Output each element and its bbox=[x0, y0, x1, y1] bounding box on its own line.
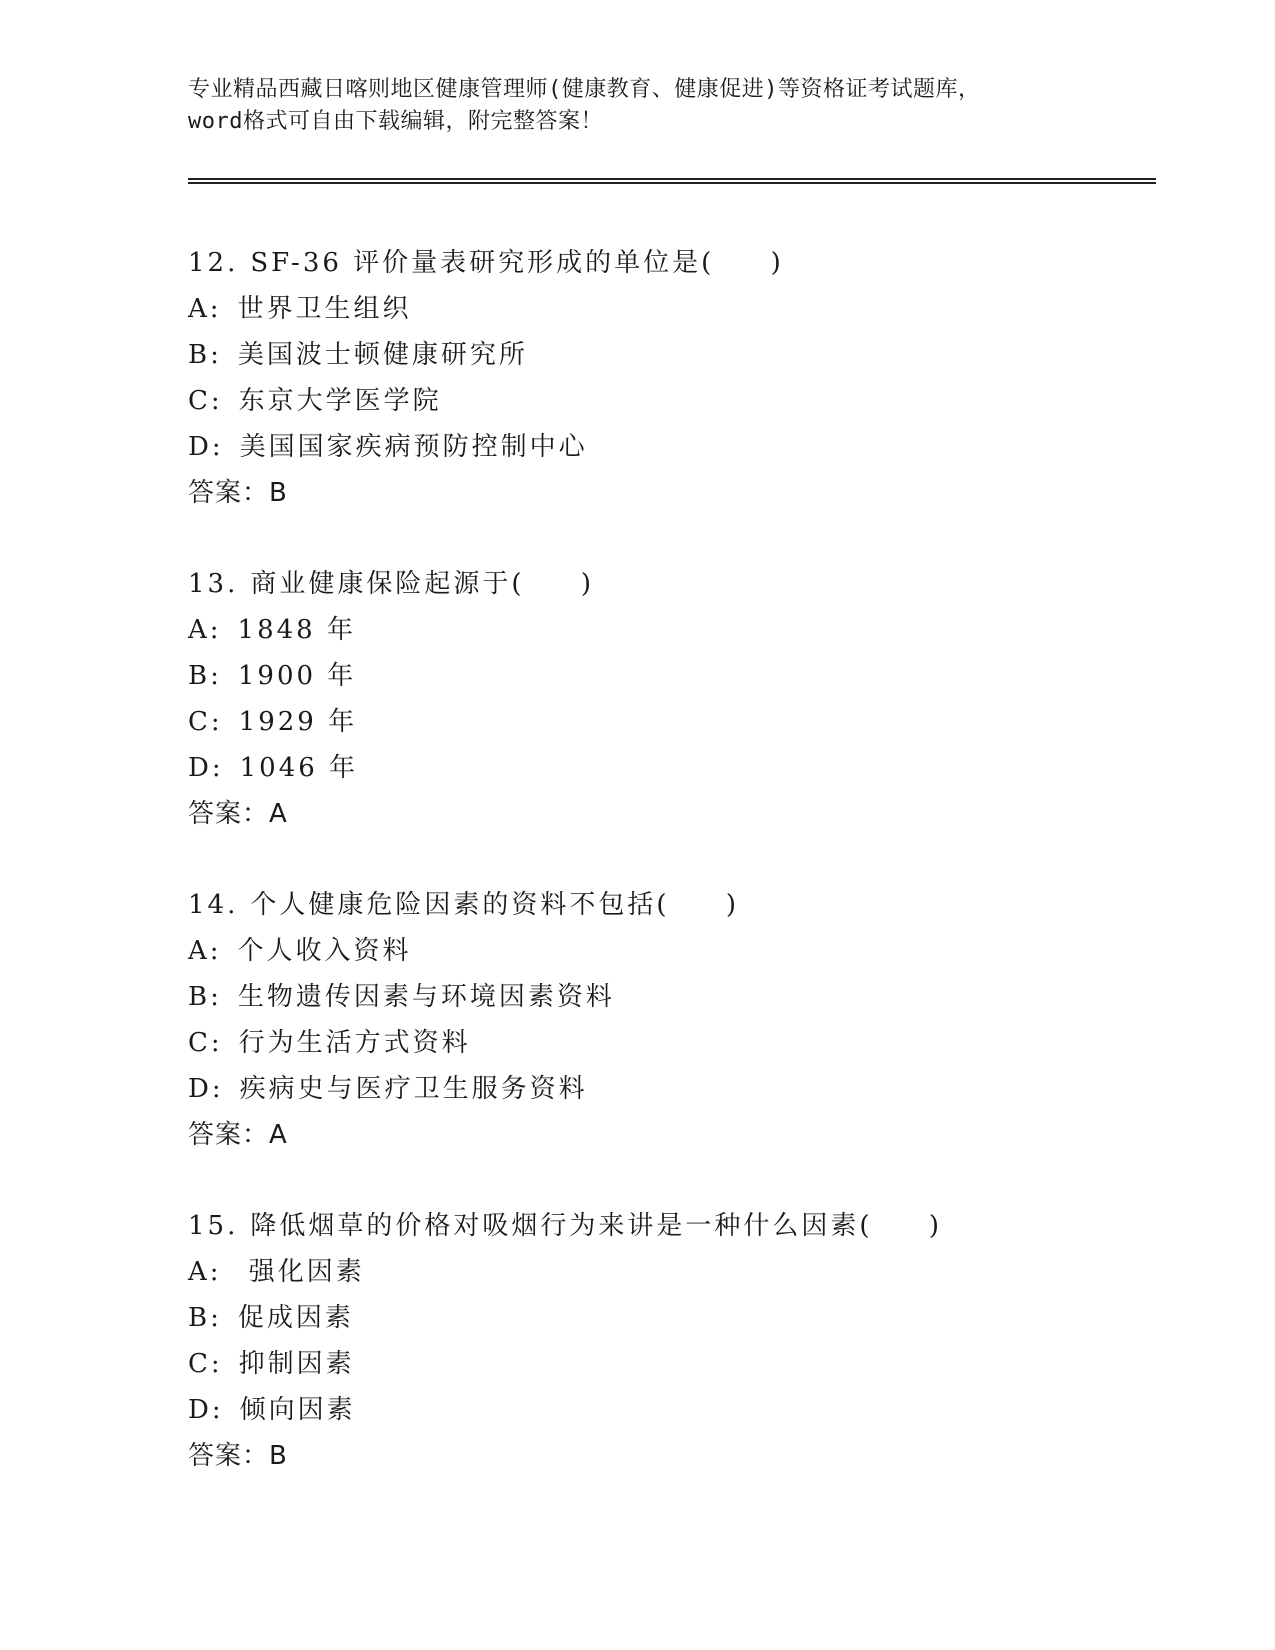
option-b bbox=[188, 332, 1148, 378]
option-text: 抑制因素 bbox=[238, 1349, 355, 1379]
option-d bbox=[188, 1066, 1148, 1112]
option-label: C: bbox=[188, 1028, 223, 1058]
option-b bbox=[188, 1295, 1148, 1341]
option-text: 世界卫生组织 bbox=[237, 294, 412, 324]
option-text: 疾病史与医疗卫生服务资料 bbox=[239, 1074, 588, 1104]
question-15 bbox=[188, 1203, 1148, 1479]
option-label: C: bbox=[188, 1349, 223, 1379]
question-text: 个人健康危险因素的资料不包括( ) bbox=[250, 890, 739, 920]
option-label: A: bbox=[188, 936, 222, 966]
option-c bbox=[188, 1020, 1148, 1066]
header-line-1: 专业精品西藏日喀则地区健康管理师(健康教育、健康促进)等资格证考试题库， bbox=[188, 77, 981, 102]
option-c bbox=[188, 699, 1148, 745]
option-c bbox=[188, 378, 1148, 424]
option-b bbox=[188, 653, 1148, 699]
option-label: D: bbox=[188, 1074, 224, 1104]
question-12 bbox=[188, 240, 1148, 516]
document-header bbox=[188, 74, 1088, 138]
double-rule-divider bbox=[188, 178, 1156, 184]
question-14 bbox=[188, 882, 1148, 1158]
option-label: A: bbox=[188, 615, 222, 645]
option-text: 1929 年 bbox=[238, 707, 358, 737]
answer-line: 答案：B bbox=[188, 478, 288, 508]
option-label: C: bbox=[188, 386, 223, 416]
option-text: 1046 年 bbox=[239, 753, 359, 783]
question-stem bbox=[188, 1203, 1148, 1249]
option-d bbox=[188, 1387, 1148, 1433]
option-text: 强化因素 bbox=[237, 1257, 365, 1287]
answer-line: 答案：B bbox=[188, 1441, 288, 1471]
question-stem bbox=[188, 882, 1148, 928]
option-label: A: bbox=[188, 1257, 222, 1287]
option-d bbox=[188, 745, 1148, 791]
option-label: D: bbox=[188, 1395, 224, 1425]
question-stem bbox=[188, 240, 1148, 286]
option-c bbox=[188, 1341, 1148, 1387]
option-text: 倾向因素 bbox=[239, 1395, 356, 1425]
header-line-2: word格式可自由下载编辑，附完整答案！ bbox=[188, 109, 603, 134]
question-13 bbox=[188, 561, 1148, 837]
option-a bbox=[188, 607, 1148, 653]
option-text: 促成因素 bbox=[237, 1303, 354, 1333]
question-number: 12. bbox=[188, 248, 239, 278]
question-number: 14. bbox=[188, 890, 239, 920]
question-number: 13. bbox=[188, 569, 239, 599]
option-text: 生物遗传因素与环境因素资料 bbox=[237, 982, 615, 1012]
option-text: 个人收入资料 bbox=[237, 936, 412, 966]
option-text: 美国国家疾病预防控制中心 bbox=[239, 432, 588, 462]
option-a bbox=[188, 928, 1148, 974]
option-text: 行为生活方式资料 bbox=[238, 1028, 471, 1058]
option-text: 1848 年 bbox=[237, 615, 356, 645]
option-label: B: bbox=[188, 982, 222, 1012]
question-text: SF-36 评价量表研究形成的单位是( ) bbox=[250, 248, 784, 278]
answer-line: 答案：A bbox=[188, 799, 288, 829]
option-a bbox=[188, 1249, 1148, 1295]
option-label: C: bbox=[188, 707, 223, 737]
option-label: A: bbox=[188, 294, 222, 324]
answer-line: 答案：A bbox=[188, 1120, 288, 1150]
option-label: B: bbox=[188, 1303, 222, 1333]
option-a bbox=[188, 286, 1148, 332]
option-label: B: bbox=[188, 661, 222, 691]
question-number: 15. bbox=[188, 1211, 239, 1241]
option-label: B: bbox=[188, 340, 222, 370]
option-label: D: bbox=[188, 753, 224, 783]
option-text: 东京大学医学院 bbox=[238, 386, 442, 416]
option-label: D: bbox=[188, 432, 224, 462]
question-text: 商业健康保险起源于( ) bbox=[250, 569, 594, 599]
option-text: 美国波士顿健康研究所 bbox=[237, 340, 528, 370]
question-stem bbox=[188, 561, 1148, 607]
question-text: 降低烟草的价格对吸烟行为来讲是一种什么因素( ) bbox=[250, 1211, 942, 1241]
option-d bbox=[188, 424, 1148, 470]
option-text: 1900 年 bbox=[237, 661, 357, 691]
option-b bbox=[188, 974, 1148, 1020]
